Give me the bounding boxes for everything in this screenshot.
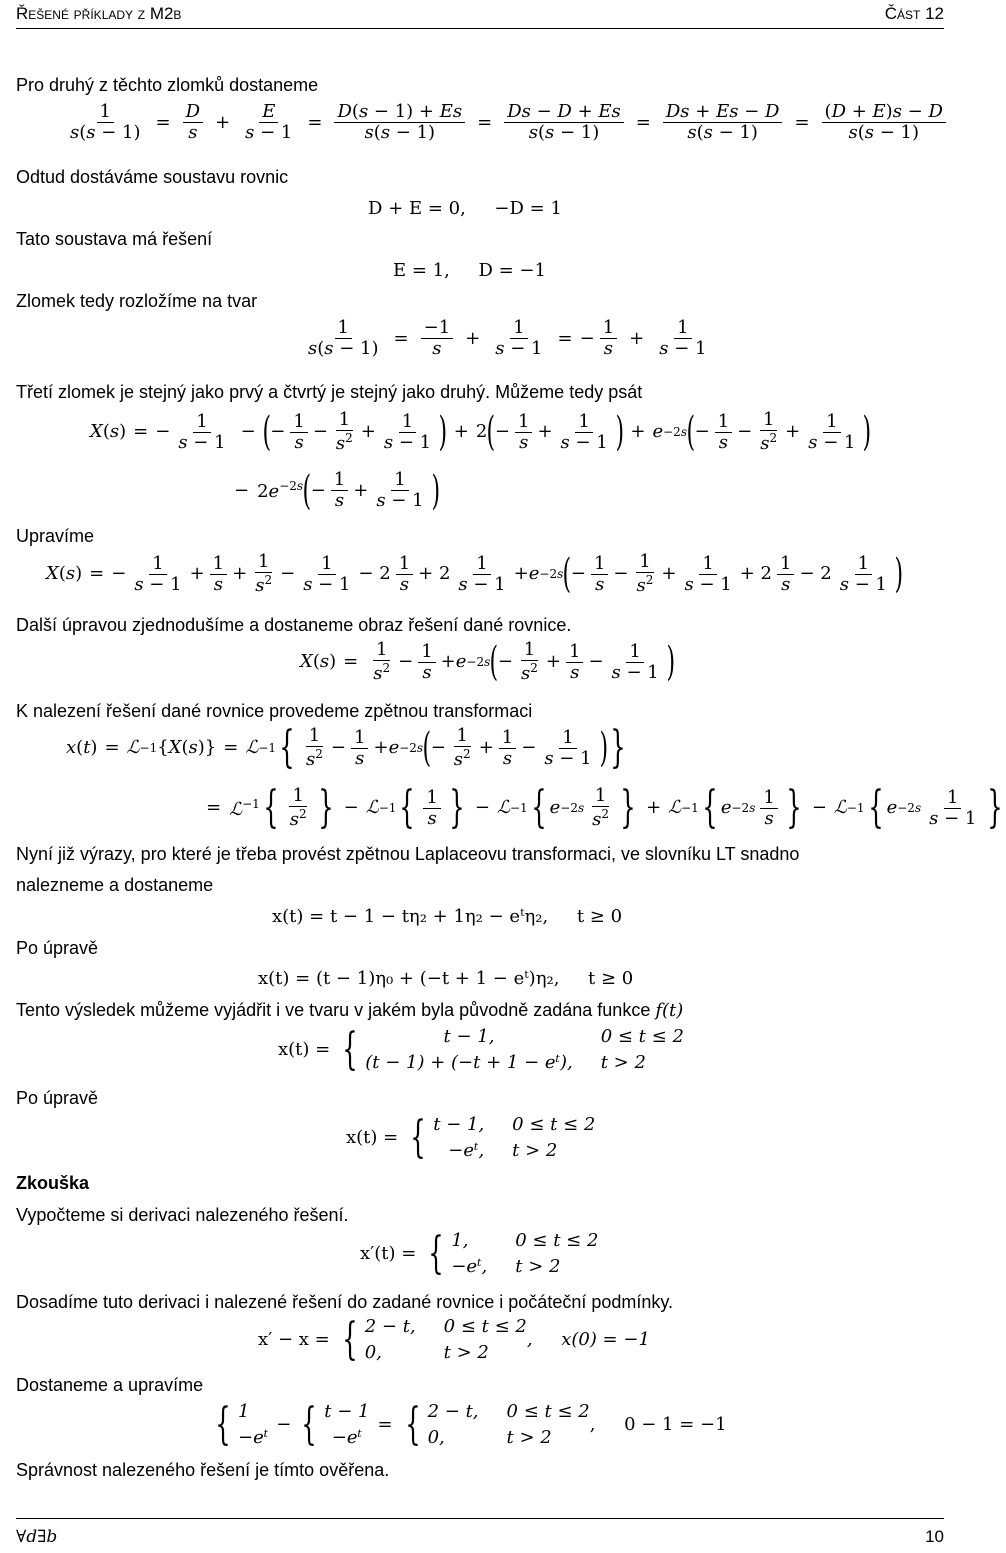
section-title-check: Zkouška — [16, 1173, 90, 1193]
piecewise-4-tail: , x(0) = −1 — [526, 1329, 650, 1350]
piecewise-2-row1-expr: t − 1, — [433, 1114, 485, 1135]
piecewise-1-lhs: x(t) = — [278, 1039, 331, 1060]
equation-xt-1: x(t) = t − 1 − tη₂ + 1η₂ − eᵗη₂, t ≥ 0 — [272, 906, 623, 927]
piecewise-2-lhs: x(t) = — [346, 1127, 399, 1148]
header-title: Řešené příklady z M2b — [16, 4, 182, 23]
paragraph-9b: nalezneme a dostaneme — [16, 875, 214, 895]
equation-Xs-expanded: X ( s ) = − $\frac{1}{s - 1}$ + 1 s + 1 $s^2$ − 1 s − 1 − 2 1 s + 2 1 s − 1 + e −2s ( − 1 s − 1 $s^2$ + 1 s − 1 + 2 1 s − 2 1 s − 1 ) — [46, 551, 904, 597]
equation-xt-2: x(t) = (t − 1)η₀ + (−t + 1 − eᵗ)η₂, t ≥ 0 — [258, 968, 634, 989]
piecewise-4-lhs: x′ − x = — [258, 1329, 330, 1350]
paragraph-8: K nalezení řešení dané rovnice provedeme zpětnou transformaci — [16, 701, 533, 721]
piecewise-5-tail: , 0 − 1 = −1 — [589, 1414, 727, 1435]
paragraph-1: Pro druhý z těchto zlomků dostaneme — [16, 75, 319, 95]
paragraph-3: Tato soustava má řešení — [16, 229, 213, 249]
paragraph-11-text: Tento výsledek můžeme vyjádřit i ve tvaru v jakém byla původně zadána funkce — [16, 1000, 651, 1020]
paragraph-7: Další úpravou zjednodušíme a dostaneme obraz řešení dané rovnice. — [16, 615, 572, 635]
piecewise-3-lhs: x′(t) = — [360, 1243, 417, 1264]
paragraph-10: Po úpravě — [16, 938, 99, 958]
piecewise-5-row1-cond: 0 ≤ t ≤ 2 — [506, 1401, 590, 1422]
page-header — [16, 4, 944, 29]
equation-system: D + E = 0, −D = 1 — [368, 198, 562, 219]
equation-Xs-simplified: X ( s ) = $\frac{1}{s^2}$ − 1 s + e −2s ( − 1 $s^2$ + 1 s − 1 s − 1 ) — [300, 639, 675, 685]
piecewise-1-row1-cond: 0 ≤ t ≤ 2 — [600, 1026, 684, 1047]
equation-solution: E = 1, D = −1 — [393, 260, 546, 281]
paragraph-2: Odtud dostáváme soustavu rovnic — [16, 167, 289, 187]
paragraph-5: Třetí zlomek je stejný jako prvý a čtvrtý je stejný jako druhý. Můžeme tedy psát — [16, 382, 643, 402]
equation-inverse-line1: x ( t ) = ℒ −1 { X ( s )} = ℒ −1 { 1 $s^2$ − 1 s + e −2s ( − 1 $s^2$ + 1 s − 1 s − 1 ) } — [66, 722, 626, 773]
equation-piecewise-1: x(t) = { t − 1, 0 ≤ t ≤ 2 (t − 1) + (−t + 1 − eᵗ), t > 2 — [278, 1024, 684, 1075]
equation-piecewise-2: x(t) = { t − 1, 0 ≤ t ≤ 2 −eᵗ, t > 2 — [346, 1112, 596, 1163]
piecewise-3-row1-expr: 1, — [451, 1230, 469, 1251]
piecewise-4-row1-expr: 2 − t, — [364, 1316, 416, 1337]
footer-logo: ∀d∃b — [16, 1527, 58, 1547]
piecewise-1-row2-expr: (t − 1) + (−t + 1 − eᵗ), — [365, 1052, 573, 1073]
piecewise-2-row2-expr: −eᵗ, — [448, 1140, 485, 1161]
page-footer — [16, 1518, 944, 1549]
piecewise-3-row1-cond: 0 ≤ t ≤ 2 — [515, 1230, 599, 1251]
piecewise-3-row2-expr: −eᵗ, — [451, 1256, 488, 1277]
piecewise-3-row2-cond: t > 2 — [515, 1256, 561, 1277]
piecewise-5-b-row1: t − 1 — [324, 1401, 370, 1422]
page-number: 10 — [925, 1527, 944, 1546]
piecewise-1-row1-expr: t − 1, — [443, 1026, 495, 1047]
paragraph-12: Po úpravě — [16, 1088, 99, 1108]
piecewise-2-row2-cond: t > 2 — [512, 1140, 558, 1161]
piecewise-1-row2-cond: t > 2 — [600, 1052, 646, 1073]
piecewise-2-row1-cond: 0 ≤ t ≤ 2 — [512, 1114, 596, 1135]
piecewise-5-a-row1: 1 — [238, 1401, 250, 1422]
piecewise-5-b-row2: −eᵗ — [331, 1427, 362, 1448]
paragraph-17: Správnost nalezeného řešení je tímto ověřena. — [16, 1460, 390, 1480]
equation-piecewise-3: x′(t) = { 1, 0 ≤ t ≤ 2 −eᵗ, t > 2 — [360, 1228, 599, 1279]
piecewise-4-row2-cond: t > 2 — [443, 1342, 489, 1363]
function-f-label: f(t) — [655, 1000, 684, 1021]
paragraph-9a: Nyní již výrazy, pro které je třeba provést zpětnou Laplaceovu transformaci, ve slovníku LT snadno — [16, 844, 800, 864]
piecewise-4-row2-expr: 0, — [364, 1342, 382, 1363]
piecewise-5-row1-expr: 2 − t, — [427, 1401, 479, 1422]
paragraph-16: Dostaneme a upravíme — [16, 1375, 204, 1395]
paragraph-4: Zlomek tedy rozložíme na tvar — [16, 291, 258, 311]
paragraph-11 — [16, 999, 683, 1022]
piecewise-5-a-row2: −eᵗ — [238, 1427, 269, 1448]
piecewise-5-row2-cond: t > 2 — [506, 1427, 552, 1448]
equation-Xs-full-line1: X ( s ) = − $\frac{1}{s - 1}$ − ( − 1 s − 1 $s^2$ + 1 s − 1 ) + 2 ( − 1 s + 1 s − 1 ) + e −2s ( − 1 s − 1 $s^2$ + 1 s − 1 ) — [90, 409, 872, 455]
equation-partial-fractions: $\frac{1}{s(s - 1)}$ = $\frac{D}{s}$ + $\frac{E}{s - 1}$ = $\frac{D(s - 1) + Es}{s(s - 1)}$ = $\frac{Ds - D + Es}{s(s - 1)}$ = $\frac{Ds + Es - D}{s(s - 1)}$ = $\frac{(D + E)s - D}{s(s - 1)}$ — [62, 102, 951, 143]
equation-piecewise-5: { 1 −eᵗ − { t − 1 −eᵗ = { 2 − t, 0 ≤ t ≤ 2 0, t > 2 , 0 − 1 = −1 — [215, 1399, 727, 1450]
equation-inverse-line2: = ℒ$^{-1}$ { 1 $s^2$ } − ℒ −1 { 1 s } − ℒ −1 { e −2s 1 $s^2$ } + ℒ −1 { e −2s 1 s } − ℒ −1 { e −2s 1 s − 1 } — [206, 782, 1004, 833]
header-part: Část 12 — [884, 4, 944, 23]
paragraph-14: Vypočteme si derivaci nalezeného řešení. — [16, 1205, 349, 1225]
piecewise-4-row1-cond: 0 ≤ t ≤ 2 — [443, 1316, 527, 1337]
piecewise-5-row2-expr: 0, — [427, 1427, 445, 1448]
equation-decomposition: $\frac{1}{s(s - 1)}$ = $\frac{-1}{s}$ + $\frac{1}{s - 1}$ = − $\frac{1}{s}$ + $\frac{1}{s - 1}$ — [308, 317, 707, 359]
paragraph-6: Upravíme — [16, 526, 95, 546]
equation-piecewise-4: x′ − x = { 2 − t, 0 ≤ t ≤ 2 0, t > 2 , x(0) = −1 — [258, 1314, 650, 1365]
paragraph-15: Dosadíme tuto derivaci i nalezené řešení do zadané rovnice i počáteční podmínky. — [16, 1292, 674, 1312]
equation-Xs-full-line2: − $2e^{-2s}$ ( − 1 s + 1 s − 1 ) — [234, 467, 440, 514]
